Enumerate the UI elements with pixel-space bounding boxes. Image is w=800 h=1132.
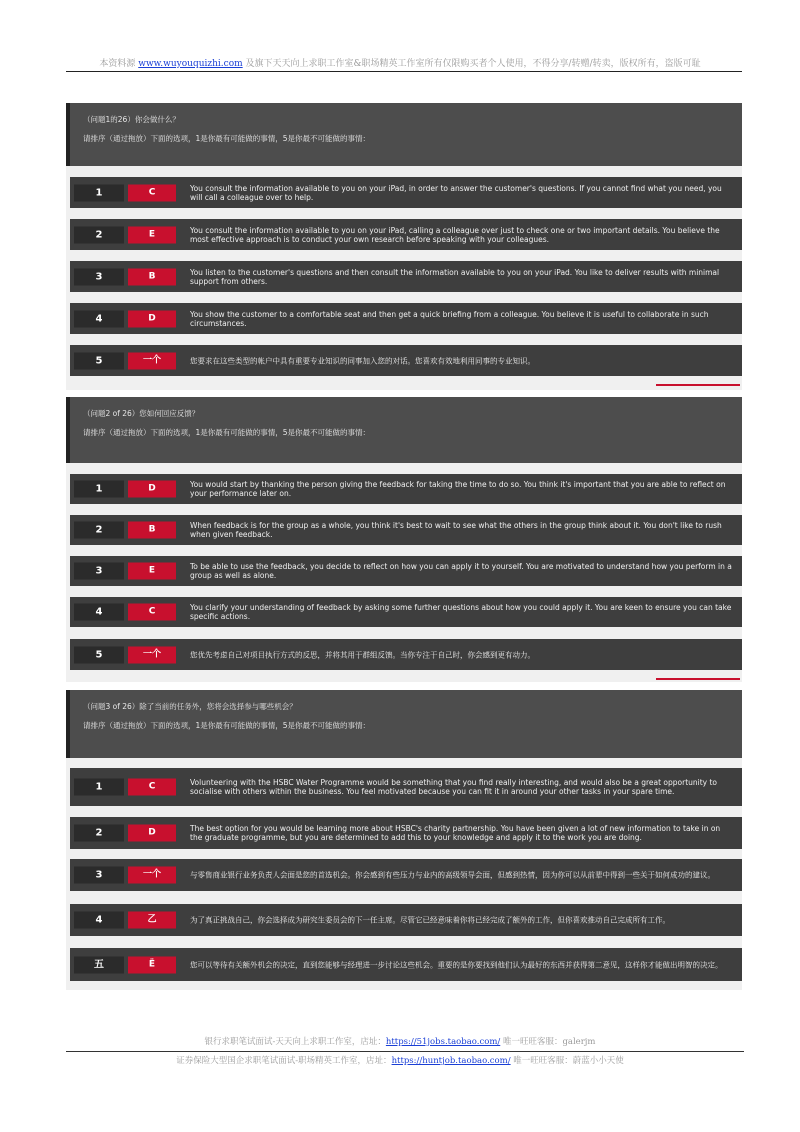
ranking-option[interactable] — [70, 948, 742, 981]
rank-number: 2 — [74, 226, 124, 243]
rank-number: 2 — [74, 522, 124, 539]
option-text: 与零售商业银行业务负责人会面是您的首选机会。你会感到有些压力与业内的高级领导会面，但感到热情，因为你可以从前辈中得到一些关于如何成功的建议。 — [190, 870, 715, 880]
footer-text: 银行求职笔试面试-天天向上求职工作室，店址： — [204, 1037, 386, 1047]
option-text: To be able to use the feedback, you decide to reflect on how you can apply it to yourself. You are motivated to understand how you perform in a group as well as alone. — [190, 562, 732, 580]
rank-number: 1 — [74, 779, 124, 796]
footer-text: 证券保险大型国企求职笔试面试-职场精英工作室，店址： — [176, 1056, 392, 1066]
ranking-option[interactable] — [70, 639, 742, 670]
ranking-option[interactable] — [70, 177, 742, 208]
footer-text: 唯一旺旺客服：蔚蓝小小天使 — [510, 1056, 624, 1066]
ranking-option[interactable] — [70, 345, 742, 376]
option-letter-badge: C — [128, 604, 176, 621]
option-letter-badge: D — [128, 481, 176, 498]
footer-line-2 — [0, 1054, 800, 1066]
rank-number: 3 — [74, 563, 124, 580]
ranking-option[interactable] — [70, 904, 742, 936]
question-title: （问题1的26）你会做什么？ — [83, 115, 180, 124]
header-divider — [66, 71, 742, 72]
rank-number: 1 — [74, 184, 124, 201]
rank-number: 4 — [74, 912, 124, 929]
option-text: You would start by thanking the person giving the feedback for taking the time to do so. You think it's important that you are able to reflect on your performance later on. — [190, 480, 726, 498]
rank-number: 3 — [74, 867, 124, 884]
question-2-header — [66, 397, 742, 463]
option-text: You consult the information available to you on your iPad, in order to answer the customer's questions. If you cannot find what you need, you will call a colleague over to help. — [190, 183, 722, 202]
option-letter-badge: 一个 — [128, 646, 176, 663]
rank-number: 4 — [74, 604, 124, 621]
option-text: You listen to the customer's questions and then consult the information available to you on your iPad. You like to deliver results with minimal support from others. — [190, 267, 720, 286]
progress-accent-line — [656, 678, 740, 680]
option-letter-badge: B — [128, 268, 176, 285]
ranking-option[interactable] — [70, 817, 742, 849]
option-text: You consult the information available to you on your iPad, calling a colleague over just to check one or two important details. You believe the most effective approach is to conduct your own research before speaking with your colleagues. — [190, 225, 720, 244]
footer-line-1 — [0, 1035, 800, 1047]
option-letter-badge: E — [128, 563, 176, 580]
question-1-header — [66, 103, 742, 166]
option-letter-badge: E — [128, 226, 176, 243]
ranking-option[interactable] — [70, 556, 742, 586]
ranking-option[interactable] — [70, 261, 742, 292]
header-text-pre: 本资料源 — [99, 59, 139, 69]
option-letter-badge: D — [128, 825, 176, 842]
option-letter-badge: Ë — [128, 956, 176, 973]
option-text: 您可以等待有关额外机会的决定，直到您能够与经理进一步讨论这些机会。重要的是你要找到他们认为最好的东西并获得第二意见，这样你才能做出明智的决定。 — [190, 960, 723, 969]
option-text: 您优先考虑自己对项目执行方式的反思，并将其用于群组反馈。当你专注于自己时，你会感到更有动力。 — [190, 650, 535, 659]
rank-number: 4 — [74, 310, 124, 327]
option-text: You show the customer to a comfortable seat and then get a quick briefing from a colleague. You believe it is useful to collaborate in such circumstances. — [190, 309, 709, 328]
option-text: When feedback is for the group as a whole, you think it's best to wait to see what the others in the group think about it. You don't like to rush when given feedback. — [190, 521, 722, 539]
option-letter-badge: 一个 — [128, 867, 176, 884]
rank-number: 5 — [74, 646, 124, 663]
question-3-header — [66, 690, 742, 758]
rank-number: 2 — [74, 825, 124, 842]
rank-number: 3 — [74, 268, 124, 285]
option-text: 为了真正挑战自己，你会选择成为研究生委员会的下一任主席。尽管它已经意味着你将已经完成了额外的工作，但你喜欢推动自己完成所有工作。 — [190, 915, 670, 925]
question-instruction: 请排序（通过拖放）下面的选项，1是你最有可能做的事情，5是你最不可能做的事情： — [83, 721, 371, 730]
question-title: （问题3 of 26）除了当前的任务外，您将会选择参与哪些机会？ — [83, 702, 297, 711]
footer-text: 唯一旺旺客服：galerjm — [500, 1037, 596, 1047]
option-letter-badge: D — [128, 310, 176, 327]
ranking-option[interactable] — [70, 474, 742, 504]
rank-number: 五 — [74, 956, 124, 973]
option-letter-badge: C — [128, 184, 176, 201]
ranking-option[interactable] — [70, 859, 742, 891]
ranking-option[interactable] — [70, 219, 742, 250]
rank-number: 1 — [74, 481, 124, 498]
header-text-post: 及旗下天天向上求职工作室&职场精英工作室所有仅限购买者个人使用，不得分享/转赠/转卖，版权所有，盗版可耻 — [242, 59, 701, 69]
progress-accent-line — [656, 384, 740, 386]
ranking-option[interactable] — [70, 768, 742, 806]
question-instruction: 请排序（通过拖放）下面的选项，1是你最有可能做的事情，5是你最不可能做的事情： — [83, 428, 371, 437]
option-text: You clarify your understanding of feedback by asking some further questions about how you could apply it. You are keen to ensure you can take specific actions. — [190, 603, 732, 621]
ranking-option[interactable] — [70, 303, 742, 334]
page-header — [0, 56, 800, 69]
option-text: The best option for you would be learning more about HSBC's charity partnership. You have been given a lot of new information to take in on the graduate programme, but you are determined to add this to your knowledge and apply it to the work you are doing. — [190, 824, 721, 842]
header-link[interactable]: www.wuyouquizhi.com — [138, 59, 243, 69]
ranking-option[interactable] — [70, 515, 742, 545]
option-text: 您要求在这些类型的帐户中具有重要专业知识的同事加入您的对话。您喜欢有效地利用同事的专业知识。 — [190, 356, 535, 365]
option-letter-badge: 一个 — [128, 352, 176, 369]
question-instruction: 请排序（通过拖放）下面的选项，1是你最有可能做的事情，5是你最不可能做的事情： — [83, 134, 371, 143]
option-text: Volunteering with the HSBC Water Programme would be something that you find really interesting, and would also be a great opportunity to socialise with others within the business. You feel motivated because you can fit it in around your other tasks in your spare time. — [190, 778, 718, 796]
option-letter-badge: 乙 — [128, 912, 176, 929]
ranking-option[interactable] — [70, 597, 742, 627]
option-letter-badge: C — [128, 779, 176, 796]
option-letter-badge: B — [128, 522, 176, 539]
rank-number: 5 — [74, 352, 124, 369]
footer-divider — [66, 1051, 744, 1052]
footer-link[interactable]: https://51jobs.taobao.com/ — [385, 1037, 501, 1047]
footer-link[interactable]: https://huntjob.taobao.com/ — [391, 1056, 511, 1066]
question-title: （问题2 of 26）您如何回应反馈？ — [83, 409, 200, 418]
